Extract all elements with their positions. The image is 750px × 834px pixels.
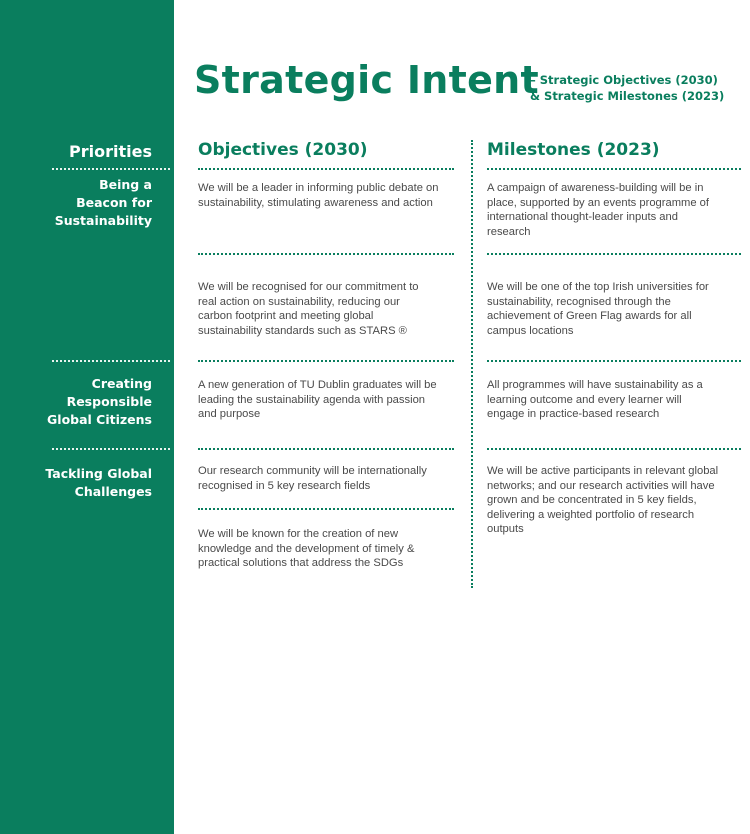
objective-cell: Our research community will be internationally recognised in 5 key research fields [198,465,427,492]
objective-divider [198,168,454,170]
objective-cell: A new generation of TU Dublin graduates will be leading the sustainability agenda with passion and purpose [198,379,437,420]
objective-divider [198,448,454,450]
priority-challenges: Tackling Global Challenges [45,466,152,499]
subtitle-milestones: & Strategic Milestones (2023) [530,89,725,103]
milestone-cell: A campaign of awareness-building will be in place, supported by an events programme of international thought-leader inputs and research [487,182,710,238]
subtitle-objectives: – Strategic Objectives (2030) [530,73,718,87]
milestone-divider [487,253,741,255]
milestone-divider [487,360,741,362]
column-divider [471,140,473,588]
priority-citizens: Creating Responsible Global Citizens [47,376,152,427]
objective-divider [198,360,454,362]
objective-cell: We will be known for the creation of new knowledge and the development of timely & practical solutions that address the SDGs [198,528,415,569]
priorities-header: Priorities [69,142,152,161]
page-title: Strategic Intent [194,58,539,102]
priority-divider [52,360,170,362]
objectives-header: Objectives (2030) [198,140,368,160]
milestone-cell: All programmes will have sustainability as a learning outcome and every learner will engage in practice-based research [487,379,703,420]
milestone-divider [487,168,741,170]
milestone-cell: We will be one of the top Irish universities for sustainability, recognised through the achievement of Green Flag awards for all campus locations [487,281,709,337]
priority-divider [52,168,170,170]
priority-divider [52,448,170,450]
milestone-cell: We will be active participants in relevant global networks; and our research activities will have grown and be concentrated in 5 key fields, delivering a weighted portfolio of research outputs [487,465,719,535]
milestone-divider [487,448,741,450]
milestones-header: Milestones (2023) [487,140,660,160]
objective-divider [198,253,454,255]
objective-cell: We will be recognised for our commitment to real action on sustainability, reducing our carbon footprint and meeting global sustainability standards such as STARS ® [198,281,419,337]
objective-cell: We will be a leader in informing public debate on sustainability, stimulating awareness and action [198,182,439,209]
priority-beacon: Being a Beacon for Sustainability [54,177,152,228]
objective-divider [198,508,454,510]
page-subtitle [530,72,724,104]
